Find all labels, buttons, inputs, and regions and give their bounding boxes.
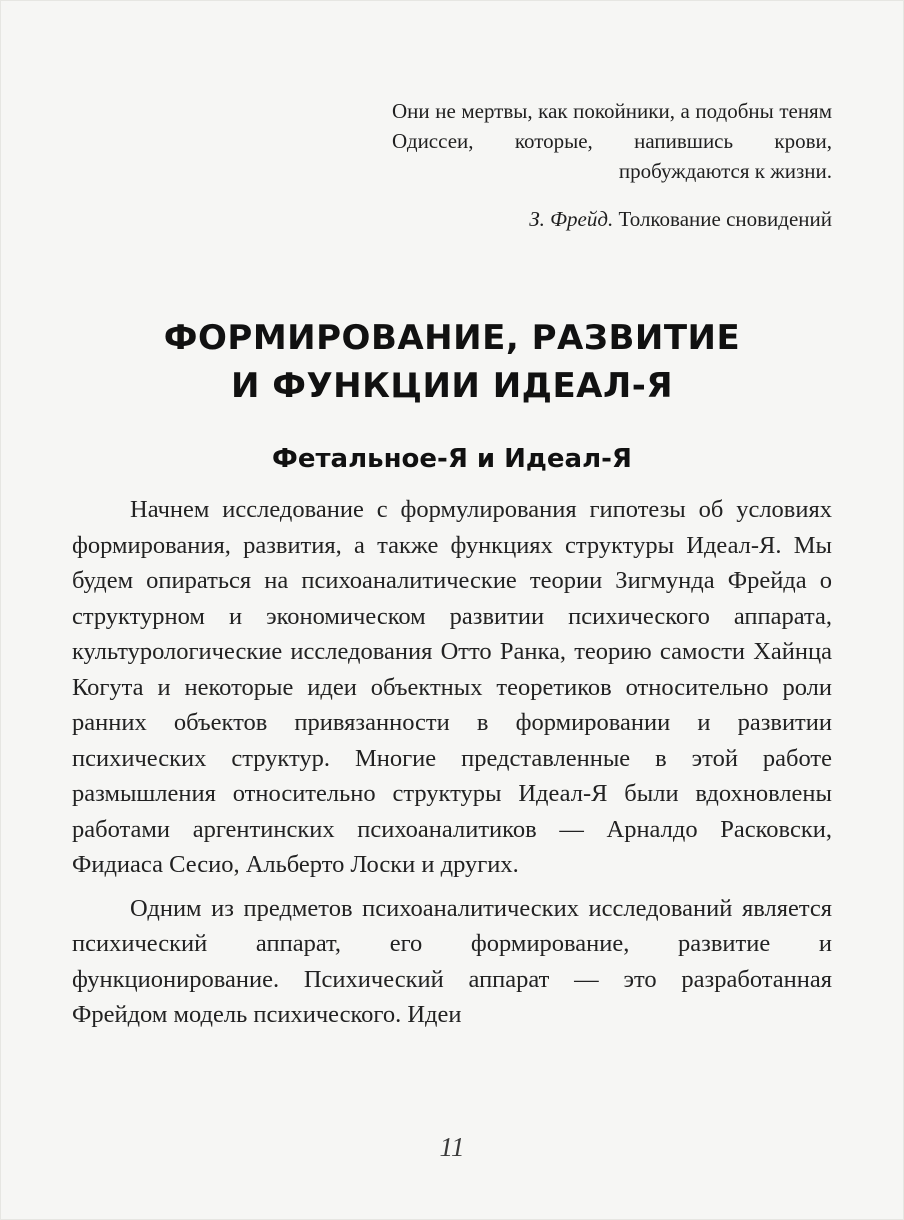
body-text (72, 492, 832, 1041)
paragraph: Одним из предметов психоаналитических исследований является психический аппарат, его формирование, развитие и функционирование. Психический аппарат — это разработанная Фрейдом модель психического. Идеи (72, 894, 832, 1028)
epigraph-author: З. Фрейд. (529, 207, 614, 231)
page-number: 11 (439, 1132, 465, 1162)
epigraph-text: Они не мертвы, как покойники, а подобны теням Одиссеи, которые, напившись крови, пробуждаются к жизни. (392, 99, 832, 183)
chapter-title-line-1: ФОРМИРОВАНИЕ, РАЗВИТИЕ (163, 318, 741, 358)
section-title: Фетальное-Я и Идеал-Я (272, 444, 632, 474)
paragraph: Начнем исследование с формулирования гипотезы об условиях формирования, развития, а также функциях структуры Идеал-Я. Мы будем опираться на психоаналитические теории Зигмунда Фрейда о структурном и экономическом развитии психического аппарата, культурологические исследования Отто Ранка, теорию самости Хайнца Когута и некоторые идеи объектных теоретиков относительно роли ранних объектов привязанности в формировании и развитии психических структур. Многие представленные в этой работе размышления относительно структуры Идеал-Я были вдохновлены работами аргентинских психоаналитиков — Арналдо Расковски, Фидиаса Сесио, Альберто Лоски и других. (72, 496, 832, 878)
epigraph (392, 96, 832, 234)
chapter-title (72, 314, 832, 410)
chapter-title-line-2: И ФУНКЦИИ ИДЕАЛ-Я (230, 366, 674, 406)
epigraph-source (392, 204, 832, 234)
epigraph-work: Толкование сновидений (618, 207, 832, 231)
